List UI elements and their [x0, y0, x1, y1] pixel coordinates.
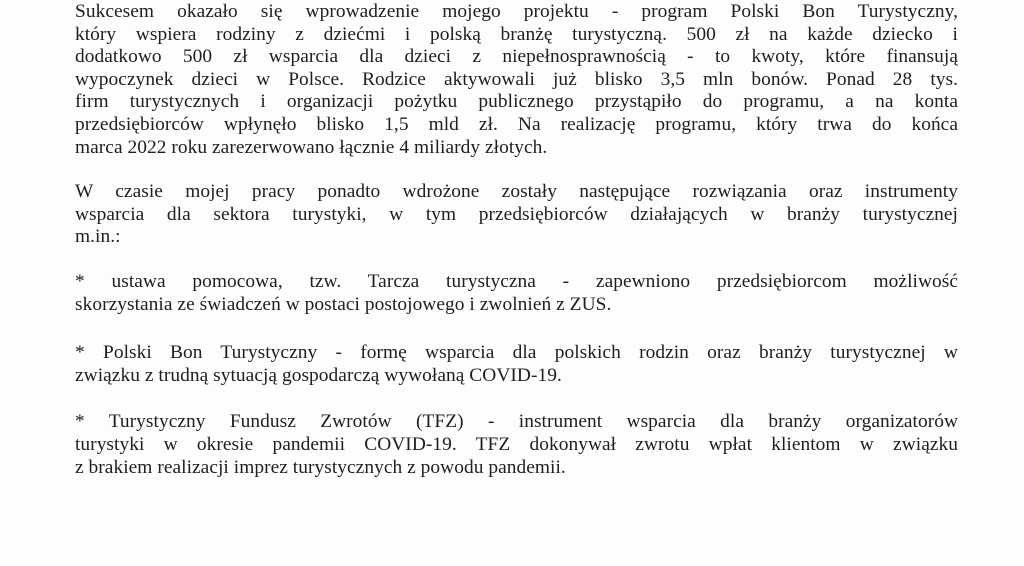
- text-line: wypoczynek dzieci w Polsce. Rodzice aktywowali już blisko 3,5 mln bonów. Ponad 28 tys.: [75, 68, 958, 90]
- text-line: dodatkowo 500 zł wsparcia dla dzieci z niepełnosprawnością - to kwoty, które finansują: [75, 46, 958, 68]
- paragraph-implemented-solutions: [75, 181, 958, 249]
- text-line: marca 2022 roku zarezerwowano łącznie 4 miliardy złotych.: [75, 136, 548, 158]
- text-line: * Polski Bon Turystyczny - formę wsparcia dla polskich rodzin oraz branży turystycznej w: [75, 342, 958, 364]
- text-line: W czasie mojej pracy ponadto wdrożone zostały następujące rozwiązania oraz instrumenty: [75, 181, 958, 203]
- text-line: * Turystyczny Fundusz Zwrotów (TFZ) - instrument wsparcia dla branży organizatorów: [75, 411, 958, 433]
- text-line: z brakiem realizacji imprez turystycznych z powodu pandemii.: [75, 456, 566, 478]
- paragraph-polski-bon-success: [75, 1, 958, 159]
- text-line: * ustawa pomocowa, tzw. Tarcza turystyczna - zapewniono przedsiębiorcom możliwość: [75, 270, 958, 292]
- text-line: m.in.:: [75, 226, 121, 248]
- text-line: przedsiębiorców wpłynęło blisko 1,5 mld zł. Na realizację programu, który trwa do końca: [75, 113, 958, 135]
- bullet-turystyczny-fundusz-zwrotow: [75, 411, 958, 479]
- text-line: firm turystycznych i organizacji pożytku publicznego przystąpiło do programu, a na konta: [75, 91, 958, 113]
- text-line: turystyki w okresie pandemii COVID-19. TFZ dokonywał zwrotu wpłat klientom w związku: [75, 433, 958, 455]
- bullet-polski-bon-turystyczny: [75, 342, 958, 387]
- text-line: który wspiera rodziny z dziećmi i polską branżę turystyczną. 500 zł na każde dziecko i: [75, 23, 958, 45]
- text-line: Sukcesem okazało się wprowadzenie mojego projektu - program Polski Bon Turystyczny,: [75, 1, 958, 22]
- text-line: związku z trudną sytuacją gospodarczą wywołaną COVID-19.: [75, 364, 562, 386]
- text-line: wsparcia dla sektora turystyki, w tym przedsiębiorców działających w branży turystycznej: [75, 203, 958, 225]
- bullet-tarcza-turystyczna: [75, 271, 958, 316]
- text-line: skorzystania ze świadczeń w postaci postojowego i zwolnień z ZUS.: [75, 293, 612, 315]
